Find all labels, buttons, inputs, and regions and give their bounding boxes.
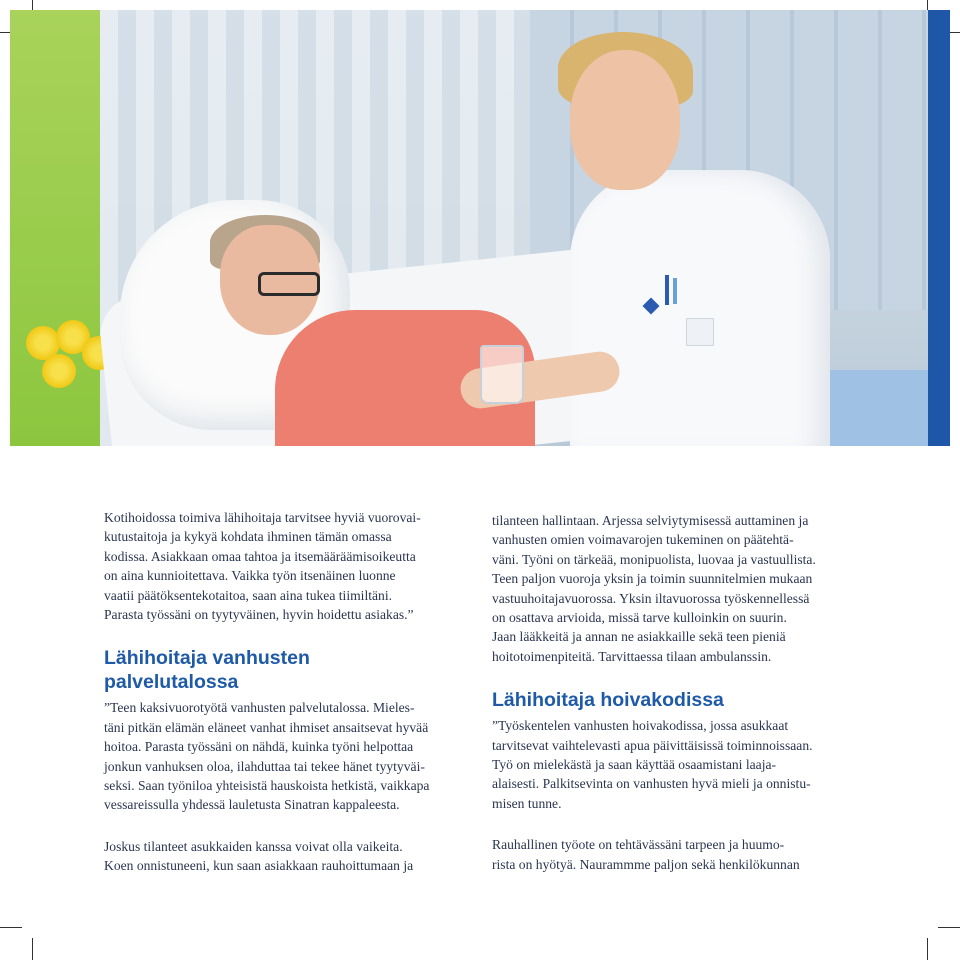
body-line: Työ on mielekästä ja saan käyttää osaamistani laaja- (492, 757, 777, 773)
glasses-icon (258, 272, 320, 296)
body-line: väni. Työni on tärkeää, monipuolista, luovaa ja vastuullista. (492, 551, 816, 567)
body-line: täni pitkän elämän eläneet vanhat ihmiset ansaitsevat hyvää (104, 719, 429, 735)
body-line: misen tunne. (492, 795, 562, 811)
body-line: seksi. Saan työniloa yhteisistä hauskoista hetkistä, vaikkapa (104, 778, 430, 794)
body-line: Teen paljon vuoroja yksin ja toimin suunnitelmien mukaan (492, 571, 813, 587)
water-glass-icon (480, 345, 524, 404)
crop-mark-bottom-right-v (927, 938, 928, 960)
body-line: tilanteen hallintaan. Arjessa selviytymisessä auttaminen ja (492, 513, 809, 528)
body-line: vaatii päätöksentekotaitoa, saan aina tukea tiimiltäni. (104, 587, 393, 603)
body-line: vessareissulla yhdessä lauletusta Sinatran kappaleesta. (104, 797, 400, 813)
body-line: jonkun vanhuksen oloa, ilahduttaa tai tekee hänet tyytyväi- (104, 758, 425, 774)
body-line: Koen onnistuneeni, kun saan asiakkaan rauhoittumaan ja (104, 858, 414, 874)
body-line: ”Teen kaksivuorotyötä vanhusten palvelutalossa. Mieles- (104, 700, 415, 716)
body-line: vastuuhoitajavuorossa. Yksin iltavuorossa työskennellessä (492, 590, 810, 606)
body-line: kutustaitoja ja kykyä kohdata ihminen tämän omassa (104, 529, 392, 545)
name-tag (686, 318, 714, 346)
body-line: Joskus tilanteet asukkaiden kanssa voivat olla vaikeita. (104, 838, 403, 854)
section-heading: Lähihoitaja hoivakodissa (492, 689, 724, 712)
body-line: Kotihoidossa toimiva lähihoitaja tarvitsee hyviä vuorovai- (104, 510, 421, 525)
pen-icon (665, 275, 669, 305)
body-line: tarvitsevat vaihtelevasti apua päivittäisissä toiminnoissaan. (492, 737, 813, 753)
body-line: kodissa. Asiakkaan omaa tahtoa ja itsemääräämisoikeutta (104, 548, 416, 564)
blue-accent-bar (928, 10, 950, 446)
crop-mark-bottom-left-v (32, 938, 33, 960)
body-line: Jaan lääkkeitä ja annan ne asiakkaille sekä teen pieniä (492, 629, 786, 645)
body-line: alaisesti. Palkitsevinta on vanhusten hyvä mieli ja onnistu- (492, 776, 811, 792)
left-text-column (104, 508, 474, 876)
body-line: Parasta työssäni on tyytyväinen, hyvin hoidettu asiakas.” (104, 607, 414, 623)
hero-photo (10, 10, 950, 446)
section-heading: palvelutalossa (104, 671, 239, 694)
body-line: on osattava arvioida, missä tarve kulloinkin on suurin. (492, 610, 787, 626)
body-line: rista on hyötyä. Naurammme paljon sekä henkilökunnan (492, 856, 800, 872)
body-line: vanhusten omien voimavarojen tukeminen on päätehtä- (492, 532, 794, 548)
pen-icon (673, 278, 677, 304)
nurse-figure (570, 170, 830, 446)
body-line: hoitoa. Parasta työssäni on nähdä, kuinka työni helpottaa (104, 739, 414, 755)
section-heading: Lähihoitaja vanhusten (104, 647, 310, 670)
body-line: ”Työskentelen vanhusten hoivakodissa, jossa asukkaat (492, 718, 789, 734)
crop-mark-bottom-right-h (938, 927, 960, 928)
right-text-column (492, 511, 862, 874)
nurse-face (570, 50, 680, 190)
body-line: hoitotoimenpiteitä. Tarvittaessa tilaan ambulanssin. (492, 648, 772, 664)
body-line: on aina kunnioitettava. Vaikka työn itsenäinen luonne (104, 568, 396, 584)
body-line: Rauhallinen työote on tehtävässäni tarpeen ja huumo- (492, 837, 785, 853)
crop-mark-bottom-left-h (0, 927, 22, 928)
